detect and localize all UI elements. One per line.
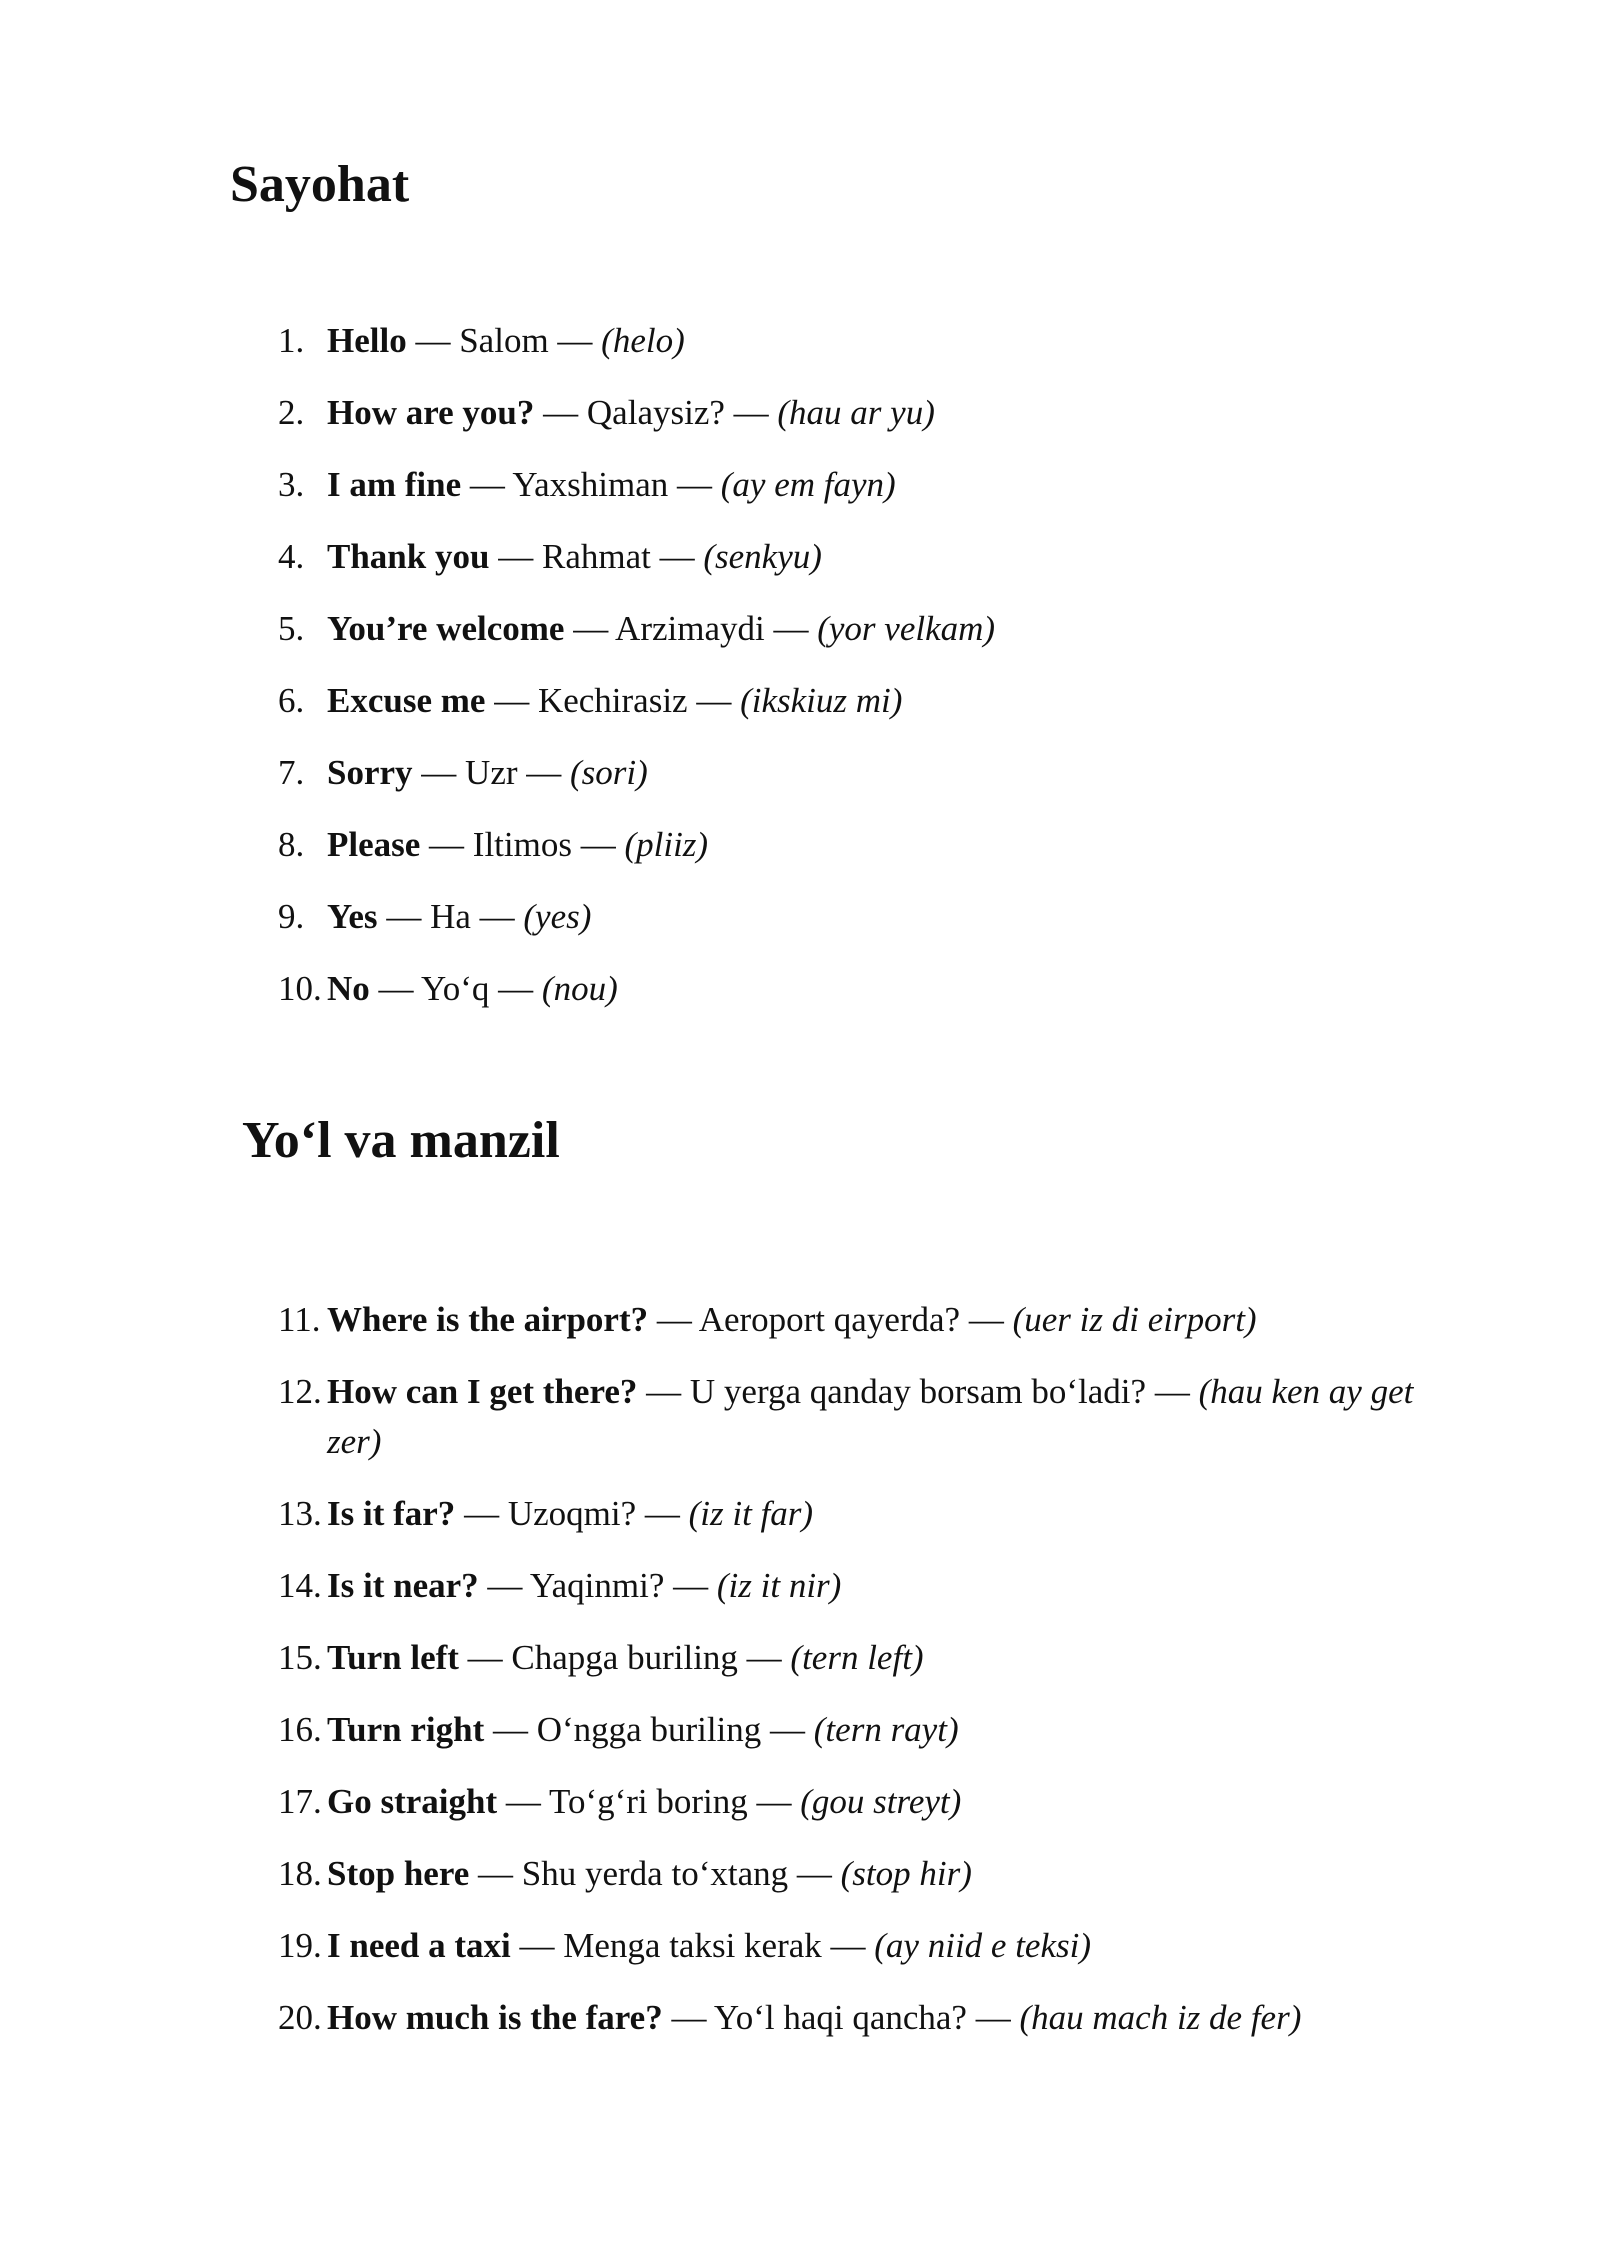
dash-separator: — (571, 825, 625, 864)
dash-separator: — (564, 609, 616, 648)
english-phrase: Excuse me (327, 681, 486, 720)
dash-separator: — (724, 393, 778, 432)
list-item (278, 532, 1428, 582)
dash-separator: — (455, 1494, 508, 1533)
uzbek-translation: Qalaysiz? (586, 393, 725, 432)
dash-separator: — (764, 609, 818, 648)
list-item (278, 1633, 1453, 1683)
item-number: 4. (278, 537, 305, 576)
list-item (278, 388, 1428, 438)
dash-separator: — (469, 1854, 522, 1893)
phrase-list-yol-va-manzil (278, 1295, 1453, 2065)
dash-separator: — (687, 681, 741, 720)
dash-separator: — (668, 465, 721, 504)
dash-separator: — (747, 1782, 801, 1821)
uzbek-translation: Yaqinmi? (529, 1566, 665, 1605)
english-phrase: Please (327, 825, 421, 864)
item-number: 8. (278, 825, 305, 864)
pronunciation: (tern left) (790, 1638, 924, 1677)
uzbek-translation: Salom (459, 321, 549, 360)
item-number: 18. (278, 1854, 322, 1893)
uzbek-translation: Chapga buriling (511, 1638, 738, 1677)
item-number: 15. (278, 1638, 322, 1677)
pronunciation: (ay em fayn) (720, 465, 896, 504)
item-number: 17. (278, 1782, 322, 1821)
item-number: 2. (278, 393, 305, 432)
english-phrase: Turn left (327, 1638, 459, 1677)
dash-separator: — (485, 681, 538, 720)
uzbek-translation: Kechirasiz (537, 681, 688, 720)
english-phrase: Go straight (327, 1782, 498, 1821)
dash-separator: — (461, 465, 513, 504)
pronunciation: (ay niid e teksi) (874, 1926, 1091, 1965)
list-item (278, 964, 1428, 1014)
dash-separator: — (489, 969, 542, 1008)
pronunciation: (hau ken ay get zer) (327, 1372, 1414, 1461)
dash-separator: — (510, 1926, 564, 1965)
uzbek-translation: Uzr (465, 753, 518, 792)
item-number: 5. (278, 609, 305, 648)
english-phrase: How are you? (327, 393, 535, 432)
uzbek-translation: Shu yerda to‘xtang (521, 1854, 789, 1893)
pronunciation: (yor velkam) (817, 609, 996, 648)
pronunciation: (nou) (541, 969, 618, 1008)
section-title-sayohat: Sayohat (230, 156, 410, 213)
list-item (278, 460, 1428, 510)
english-phrase: Hello (327, 321, 407, 360)
list-item (278, 1777, 1453, 1827)
list-item (278, 1489, 1453, 1539)
english-phrase: Is it far? (327, 1494, 456, 1533)
dash-separator: — (788, 1854, 841, 1893)
list-item (278, 892, 1428, 942)
uzbek-translation: Arzimaydi (615, 609, 765, 648)
uzbek-translation: Rahmat (541, 537, 651, 576)
dash-separator: — (412, 753, 466, 792)
english-phrase: You’re welcome (327, 609, 565, 648)
dash-separator: — (470, 897, 524, 936)
uzbek-translation: Yaxshiman (512, 465, 669, 504)
dash-separator: — (548, 321, 602, 360)
item-number: 3. (278, 465, 305, 504)
dash-separator: — (648, 1300, 699, 1339)
pronunciation: (helo) (601, 321, 685, 360)
dash-separator: — (960, 1300, 1013, 1339)
list-item (278, 1367, 1453, 1467)
pronunciation: (stop hir) (840, 1854, 972, 1893)
dash-separator: — (966, 1998, 1020, 2037)
dash-separator: — (484, 1710, 537, 1749)
uzbek-translation: Menga taksi kerak (563, 1926, 822, 1965)
pronunciation: (ikskiuz mi) (740, 681, 903, 720)
pronunciation: (uer iz di eirport) (1012, 1300, 1257, 1339)
pronunciation: (hau ar yu) (777, 393, 935, 432)
item-number: 14. (278, 1566, 322, 1605)
english-phrase: I need a taxi (327, 1926, 511, 1965)
list-item (278, 820, 1428, 870)
uzbek-translation: Aeroport qayerda? (698, 1300, 961, 1339)
english-phrase: How can I get there? (327, 1372, 638, 1411)
dash-separator: — (369, 969, 421, 1008)
dash-separator: — (534, 393, 587, 432)
dash-separator: — (517, 753, 571, 792)
uzbek-translation: Uzoqmi? (507, 1494, 637, 1533)
item-number: 6. (278, 681, 305, 720)
item-number: 16. (278, 1710, 322, 1749)
dash-separator: — (406, 321, 460, 360)
item-number: 7. (278, 753, 305, 792)
dash-separator: — (1146, 1372, 1199, 1411)
item-number: 20. (278, 1998, 322, 2037)
list-item (278, 748, 1428, 798)
pronunciation: (senkyu) (703, 537, 822, 576)
english-phrase: Thank you (327, 537, 490, 576)
dash-separator: — (737, 1638, 791, 1677)
list-item (278, 1295, 1453, 1345)
dash-separator: — (497, 1782, 550, 1821)
dash-separator: — (821, 1926, 875, 1965)
list-item (278, 1993, 1453, 2043)
uzbek-translation: Ha (430, 897, 471, 936)
uzbek-translation: Yo‘l haqi qancha? (713, 1998, 967, 2037)
english-phrase: Stop here (327, 1854, 470, 1893)
pronunciation: (gou streyt) (800, 1782, 962, 1821)
uzbek-translation: U yerga qanday borsam bo‘ladi? (689, 1372, 1147, 1411)
english-phrase: Turn right (327, 1710, 485, 1749)
pronunciation: (hau mach iz de fer) (1019, 1998, 1302, 2037)
list-item (278, 1921, 1453, 1971)
item-number: 12. (278, 1372, 322, 1411)
dash-separator: — (637, 1372, 690, 1411)
pronunciation: (yes) (523, 897, 592, 936)
pronunciation: (pliiz) (624, 825, 709, 864)
phrase-list-sayohat (278, 316, 1428, 1036)
dash-separator: — (489, 537, 542, 576)
list-item (278, 1561, 1453, 1611)
list-item (278, 316, 1428, 366)
english-phrase: Yes (327, 897, 378, 936)
dash-separator: — (662, 1998, 714, 2037)
english-phrase: Sorry (327, 753, 413, 792)
dash-separator: — (761, 1710, 814, 1749)
item-number: 9. (278, 897, 305, 936)
dash-separator: — (478, 1566, 530, 1605)
dash-separator: — (458, 1638, 512, 1677)
dash-separator: — (636, 1494, 689, 1533)
dash-separator: — (650, 537, 704, 576)
item-number: 11. (278, 1300, 321, 1339)
uzbek-translation: To‘g‘ri boring (549, 1782, 748, 1821)
english-phrase: How much is the fare? (327, 1998, 663, 2037)
item-number: 1. (278, 321, 305, 360)
uzbek-translation: Yo‘q (420, 969, 490, 1008)
item-number: 10. (278, 969, 322, 1008)
dash-separator: — (377, 897, 431, 936)
list-item (278, 1705, 1453, 1755)
dash-separator: — (420, 825, 473, 864)
pronunciation: (iz it nir) (716, 1566, 842, 1605)
list-item (278, 676, 1428, 726)
item-number: 19. (278, 1926, 322, 1965)
pronunciation: (tern rayt) (813, 1710, 959, 1749)
english-phrase: I am fine (327, 465, 462, 504)
item-number: 13. (278, 1494, 322, 1533)
uzbek-translation: O‘ngga buriling (536, 1710, 762, 1749)
uzbek-translation: Iltimos (472, 825, 572, 864)
english-phrase: Is it near? (327, 1566, 479, 1605)
dash-separator: — (664, 1566, 717, 1605)
english-phrase: Where is the airport? (327, 1300, 649, 1339)
list-item (278, 604, 1428, 654)
english-phrase: No (327, 969, 370, 1008)
pronunciation: (sori) (570, 753, 648, 792)
section-title-yol-va-manzil: Yo‘l va manzil (242, 1112, 560, 1169)
list-item (278, 1849, 1453, 1899)
pronunciation: (iz it far) (688, 1494, 814, 1533)
